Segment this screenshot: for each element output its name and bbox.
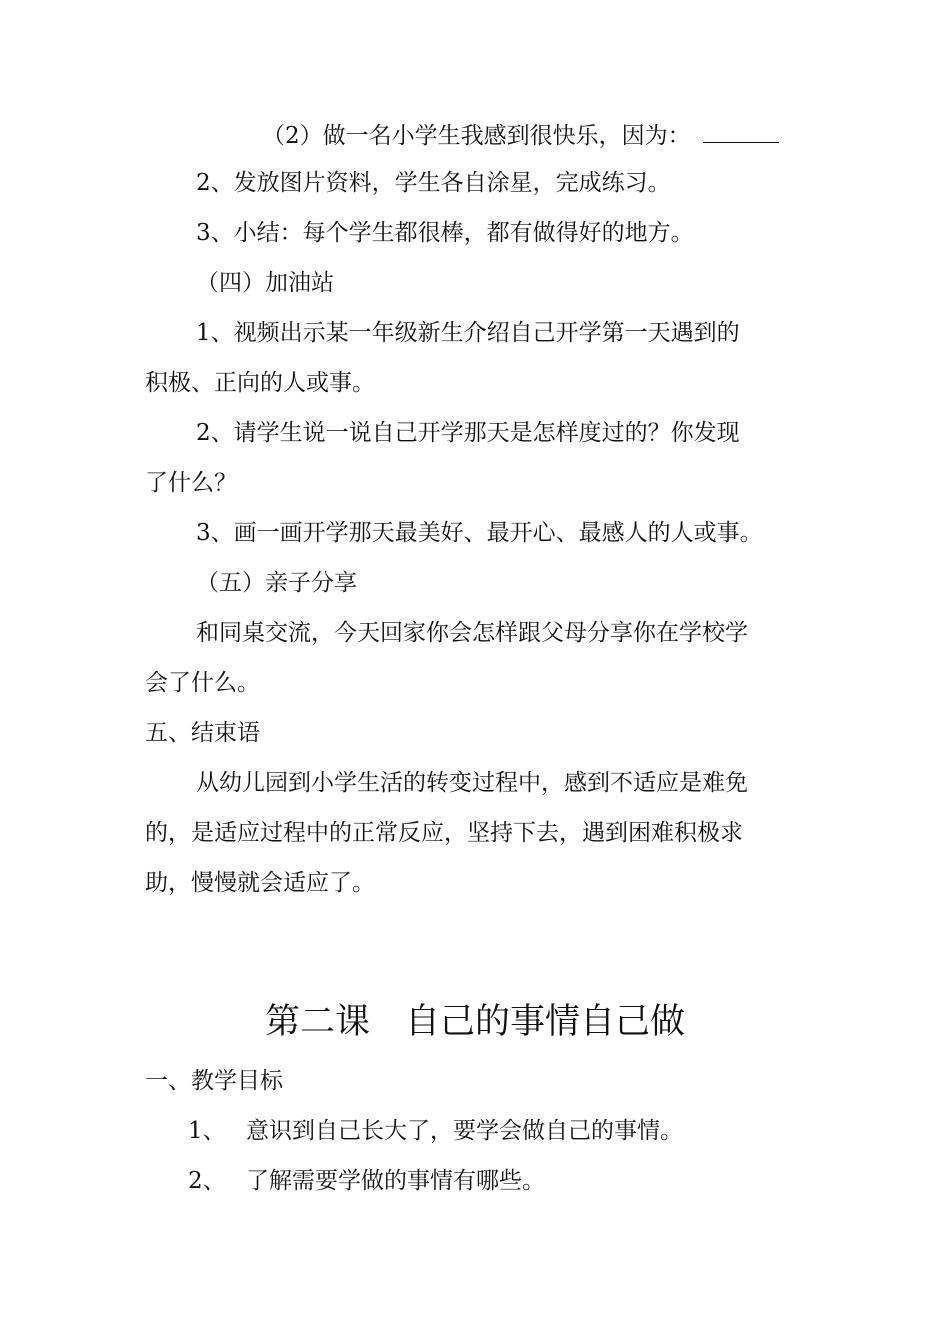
objective-text: 了解需要学做的事情有哪些。 (246, 1168, 545, 1194)
section-4-item-3: 3、画一画开学那天最美好、最开心、最感人的人或事。 (196, 520, 763, 546)
answer-blank-line (703, 118, 779, 143)
objective-number: 2、 (188, 1168, 226, 1194)
closing-line-2: 的，是适应过程中的正常反应，坚持下去，遇到困难积极求 (145, 820, 743, 846)
section-4-heading: （四）加油站 (196, 270, 334, 296)
lesson-2-title: 第二课 自己的事情自己做 (264, 1002, 685, 1042)
lesson1-item-2-sub (262, 118, 779, 151)
objectives-heading: 一、教学目标 (145, 1068, 283, 1094)
section-5-text-line-1: 和同桌交流，今天回家你会怎样跟父母分享你在学校学 (196, 620, 748, 646)
closing-line-1: 从幼儿园到小学生活的转变过程中，感到不适应是难免 (196, 770, 748, 796)
section-4-item-2-line-2: 了什么？ (145, 470, 237, 496)
section-4-item-2-line-1: 2、请学生说一说自己开学那天是怎样度过的？你发现 (196, 420, 740, 446)
objective-item-2 (188, 1166, 545, 1196)
lesson1-step-3: 3、小结：每个学生都很棒，都有做得好的地方。 (196, 220, 694, 246)
section-4-item-1-line-1: 1、视频出示某一年级新生介绍自己开学第一天遇到的 (196, 320, 740, 346)
closing-heading: 五、结束语 (145, 720, 260, 746)
closing-line-3: 助，慢慢就会适应了。 (145, 870, 375, 896)
section-5-text-line-2: 会了什么。 (145, 670, 260, 696)
section-4-item-1-line-2: 积极、正向的人或事。 (145, 370, 375, 396)
objective-item-1 (188, 1116, 683, 1146)
objective-text: 意识到自己长大了，要学会做自己的事情。 (246, 1118, 683, 1144)
section-5-heading: （五）亲子分享 (196, 570, 357, 596)
objective-number: 1、 (188, 1118, 226, 1144)
item-2-sub-text: （2）做一名小学生我感到很快乐，因为： (262, 123, 691, 149)
lesson1-step-2: 2、发放图片资料，学生各自涂星，完成练习。 (196, 170, 671, 196)
